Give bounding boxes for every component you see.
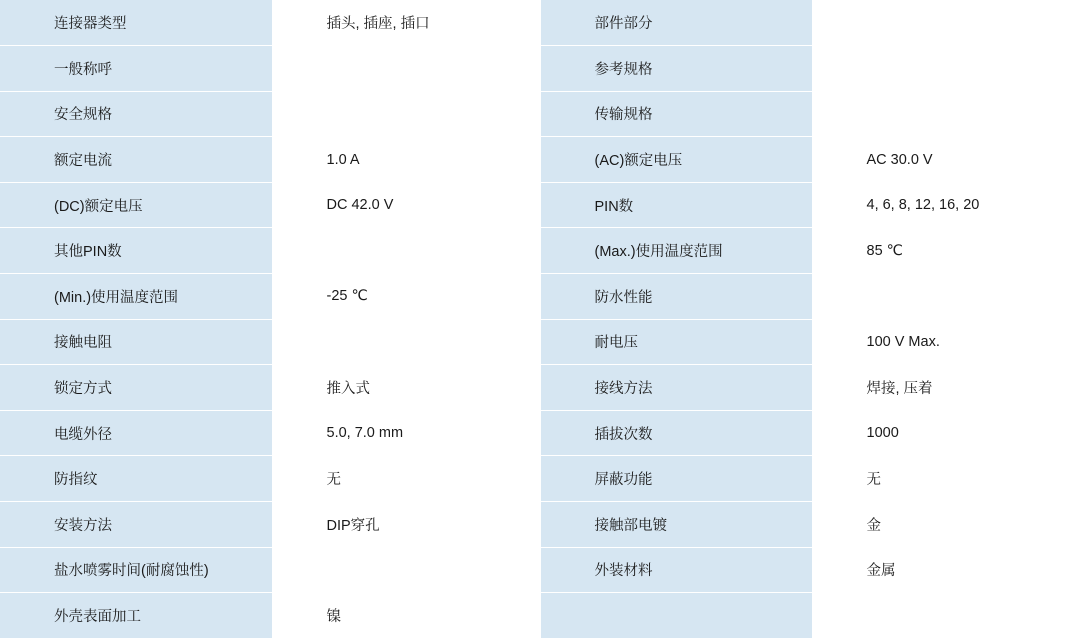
spec-label: 安装方法 <box>0 502 272 548</box>
spec-label: 锁定方式 <box>0 365 272 411</box>
spec-value <box>272 228 540 274</box>
table-row <box>0 319 1080 365</box>
spec-value: 焊接, 压着 <box>812 365 1080 411</box>
spec-value: AC 30.0 V <box>812 137 1080 183</box>
table-row <box>0 547 1080 593</box>
spec-value <box>272 547 540 593</box>
spec-label: 插拔次数 <box>540 410 812 456</box>
spec-label: 接线方法 <box>540 365 812 411</box>
spec-value: 85 ℃ <box>812 228 1080 274</box>
spec-value: -25 ℃ <box>272 274 540 320</box>
spec-label: 耐电压 <box>540 319 812 365</box>
spec-value <box>812 593 1080 639</box>
spec-label: 防指纹 <box>0 456 272 502</box>
spec-label: (DC)额定电压 <box>0 182 272 228</box>
spec-label: (Min.)使用温度范围 <box>0 274 272 320</box>
spec-label: 额定电流 <box>0 137 272 183</box>
spec-label: 一般称呼 <box>0 46 272 92</box>
spec-label: 部件部分 <box>540 0 812 46</box>
spec-label: 传输规格 <box>540 91 812 137</box>
table-row <box>0 182 1080 228</box>
spec-value <box>272 91 540 137</box>
spec-value <box>812 46 1080 92</box>
spec-value <box>812 0 1080 46</box>
spec-label: 接触部电镀 <box>540 502 812 548</box>
spec-label: (AC)额定电压 <box>540 137 812 183</box>
spec-label: 外装材料 <box>540 547 812 593</box>
spec-label: 屏蔽功能 <box>540 456 812 502</box>
spec-value: 推入式 <box>272 365 540 411</box>
table-row <box>0 456 1080 502</box>
table-row <box>0 502 1080 548</box>
spec-value <box>812 91 1080 137</box>
spec-label: PIN数 <box>540 182 812 228</box>
spec-value: 无 <box>272 456 540 502</box>
spec-value: 金属 <box>812 547 1080 593</box>
spec-value: 镍 <box>272 593 540 639</box>
table-row <box>0 365 1080 411</box>
spec-label: 接触电阻 <box>0 319 272 365</box>
spec-value: DIP穿孔 <box>272 502 540 548</box>
spec-value <box>272 46 540 92</box>
spec-value: 无 <box>812 456 1080 502</box>
spec-label: 电缆外径 <box>0 410 272 456</box>
spec-label: 盐水喷雾时间(耐腐蚀性) <box>0 547 272 593</box>
spec-value: DC 42.0 V <box>272 182 540 228</box>
spec-value: 5.0, 7.0 mm <box>272 410 540 456</box>
spec-value: 1000 <box>812 410 1080 456</box>
table-row <box>0 0 1080 46</box>
spec-value: 4, 6, 8, 12, 16, 20 <box>812 182 1080 228</box>
spec-value <box>812 274 1080 320</box>
table-row <box>0 137 1080 183</box>
spec-value: 金 <box>812 502 1080 548</box>
table-row <box>0 410 1080 456</box>
spec-value: 插头, 插座, 插口 <box>272 0 540 46</box>
spec-label: 参考规格 <box>540 46 812 92</box>
spec-value <box>272 319 540 365</box>
table-row <box>0 274 1080 320</box>
table-row <box>0 91 1080 137</box>
spec-value: 100 V Max. <box>812 319 1080 365</box>
spec-label: 防水性能 <box>540 274 812 320</box>
table-row <box>0 228 1080 274</box>
spec-label: 安全规格 <box>0 91 272 137</box>
spec-label: (Max.)使用温度范围 <box>540 228 812 274</box>
spec-value: 1.0 A <box>272 137 540 183</box>
spec-label: 外壳表面加工 <box>0 593 272 639</box>
table-row <box>0 46 1080 92</box>
table-row <box>0 593 1080 639</box>
spec-label: 其他PIN数 <box>0 228 272 274</box>
spec-label: 连接器类型 <box>0 0 272 46</box>
spec-label <box>540 593 812 639</box>
